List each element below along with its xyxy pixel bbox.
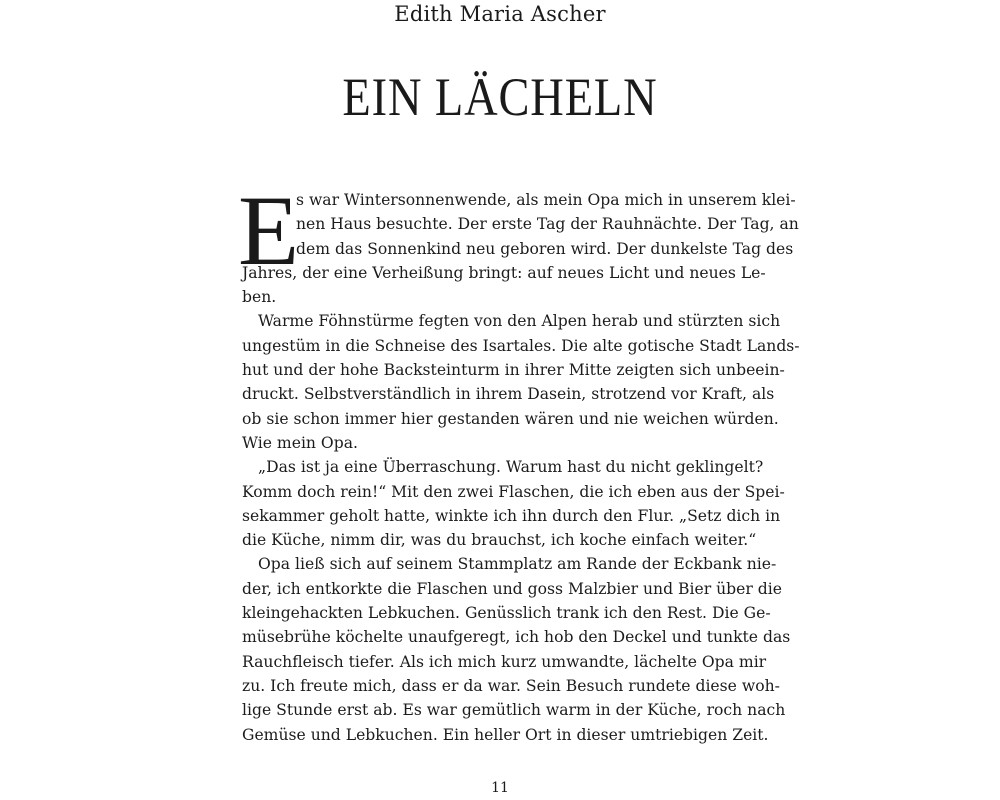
author-name: Edith Maria Ascher bbox=[394, 2, 606, 26]
text-line: Rauchfleisch tiefer. Als ich mich kurz umwandte, lächelte Opa mir bbox=[242, 652, 767, 671]
chapter-title: EIN LÄCHELN bbox=[342, 67, 658, 127]
text-line: druckt. Selbstverständlich in ihrem Dasein, strotzend vor Kraft, als bbox=[242, 385, 775, 404]
text-line: Gemüse und Lebkuchen. Ein heller Ort in dieser umtriebigen Zeit. bbox=[242, 725, 769, 744]
text-line: Wie mein Opa. bbox=[242, 433, 358, 452]
text-line: ben. bbox=[242, 288, 277, 307]
text-line: „Das ist ja eine Überraschung. Warum hast du nicht geklingelt? bbox=[258, 458, 764, 477]
text-line: hut und der hohe Backsteinturm in ihrer Mitte zeigten sich unbeein- bbox=[242, 361, 785, 380]
text-line: die Küche, nimm dir, was du brauchst, ich koche einfach weiter.“ bbox=[242, 531, 757, 550]
text-line: nen Haus besuchte. Der erste Tag der Rauhnächte. Der Tag, an bbox=[296, 215, 799, 234]
chapter-body bbox=[238, 175, 800, 747]
text-line: Opa ließ sich auf seinem Stammplatz am Rande der Eckbank nie- bbox=[258, 555, 777, 574]
drop-cap: E bbox=[238, 175, 300, 286]
text-line: Jahres, der eine Verheißung bringt: auf neues Licht und neues Le- bbox=[242, 263, 766, 282]
text-line: s war Wintersonnenwende, als mein Opa mich in unserem klei- bbox=[296, 191, 796, 209]
text-line: Komm doch rein!“ Mit den zwei Flaschen, die ich eben aus der Spei- bbox=[242, 482, 785, 501]
text-line: ob sie schon immer hier gestanden wären und nie weichen würden. bbox=[242, 409, 779, 428]
text-line: der, ich entkorkte die Flaschen und goss Malzbier und Bier über die bbox=[242, 579, 782, 598]
text-line: Warme Föhnstürme fegten von den Alpen herab und stürzten sich bbox=[258, 312, 781, 331]
text-line: zu. Ich freute mich, dass er da war. Sein Besuch rundete diese woh- bbox=[242, 676, 780, 695]
text-line: kleingehackten Lebkuchen. Genüsslich trank ich den Rest. Die Ge- bbox=[242, 604, 771, 623]
text-line: lige Stunde erst ab. Es war gemütlich warm in der Küche, roch nach bbox=[242, 701, 786, 720]
text-line: ungestüm in die Schneise des Isartales. Die alte gotische Stadt Lands- bbox=[242, 336, 800, 355]
page-number: 11 bbox=[491, 780, 509, 796]
text-line: müsebrühe köchelte unaufgeregt, ich hob den Deckel und tunkte das bbox=[242, 628, 791, 647]
text-line: sekammer geholt hatte, winkte ich ihn durch den Flur. „Setz dich in bbox=[242, 506, 781, 525]
text-line: dem das Sonnenkind neu geboren wird. Der dunkelste Tag des bbox=[296, 239, 794, 258]
